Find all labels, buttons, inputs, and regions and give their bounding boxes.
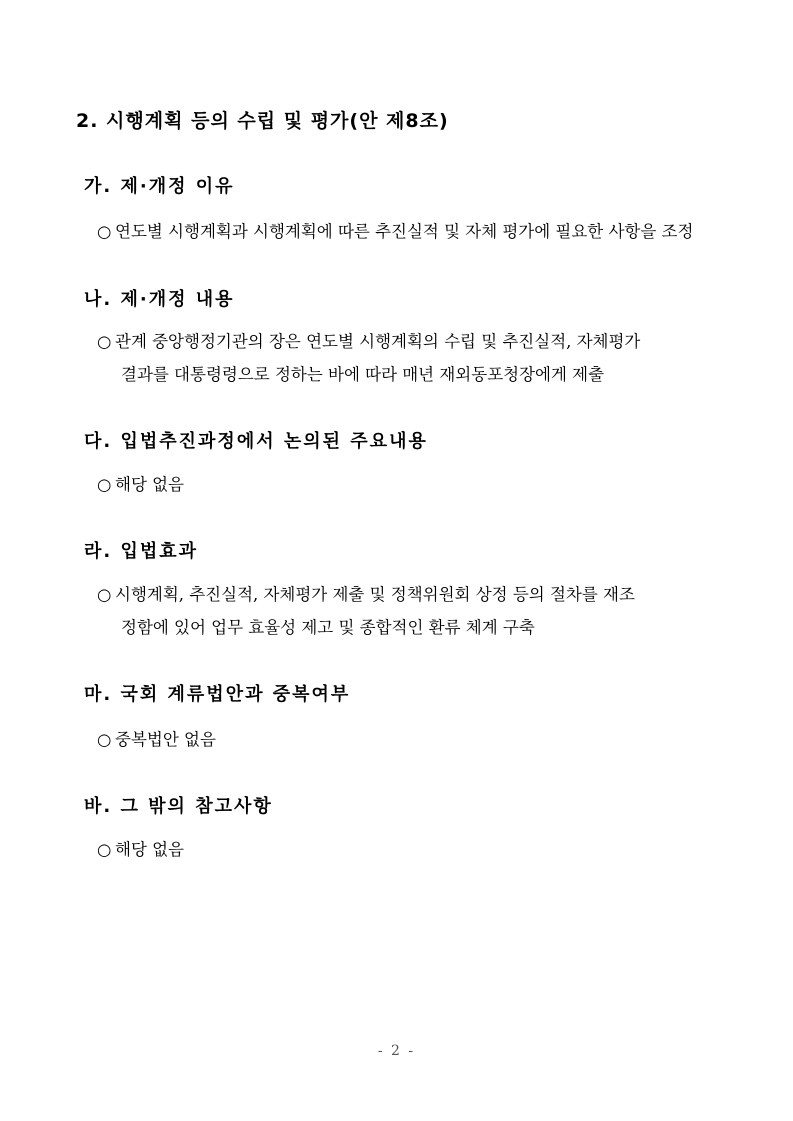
- bullet-text: 해당 없음: [115, 475, 185, 494]
- bullet-item-content: [97, 328, 640, 352]
- bullet-item-effect: [97, 581, 635, 605]
- section-heading-reference: 바. 그 밖의 참고사항: [84, 796, 273, 817]
- section-heading-content: 나. 제·개정 내용: [84, 289, 235, 310]
- bullet-text-continuation: 결과를 대통령령으로 정하는 바에 따라 매년 재외동포청장에게 제출: [121, 365, 605, 384]
- bullet-text: 해당 없음: [115, 840, 185, 859]
- bullet-text: 시행계획, 추진실적, 자체평가 제출 및 정책위원회 상정 등의 절차를 재조: [115, 585, 635, 604]
- circle-bullet-icon: ○: [97, 585, 112, 604]
- page-title: 2. 시행계획 등의 수립 및 평가(안 제8조): [76, 110, 449, 132]
- bullet-item-duplicate: [97, 726, 216, 750]
- circle-bullet-icon: ○: [97, 222, 112, 241]
- bullet-item-reason: [97, 218, 693, 242]
- bullet-text: 중복법안 없음: [115, 730, 216, 749]
- circle-bullet-icon: ○: [97, 475, 112, 494]
- bullet-text: 연도별 시행계획과 시행계획에 따른 추진실적 및 자체 평가에 필요한 사항을 조정: [115, 222, 694, 241]
- section-heading-duplicate: 마. 국회 계류법안과 중복여부: [84, 684, 351, 705]
- page-number: - 2 -: [377, 1043, 416, 1059]
- circle-bullet-icon: ○: [97, 840, 112, 859]
- circle-bullet-icon: ○: [97, 730, 112, 749]
- bullet-item-discussion: [97, 471, 184, 495]
- bullet-text: 관계 중앙행정기관의 장은 연도별 시행계획의 수립 및 추진실적, 자체평가: [115, 332, 641, 351]
- section-heading-effect: 라. 입법효과: [84, 541, 199, 562]
- section-heading-reason: 가. 제·개정 이유: [84, 176, 235, 197]
- circle-bullet-icon: ○: [97, 332, 112, 351]
- section-heading-discussion: 다. 입법추진과정에서 논의된 주요내용: [84, 431, 428, 452]
- bullet-text-continuation: 정함에 있어 업무 효율성 제고 및 종합적인 환류 체계 구축: [121, 618, 535, 637]
- bullet-item-reference: [97, 836, 184, 860]
